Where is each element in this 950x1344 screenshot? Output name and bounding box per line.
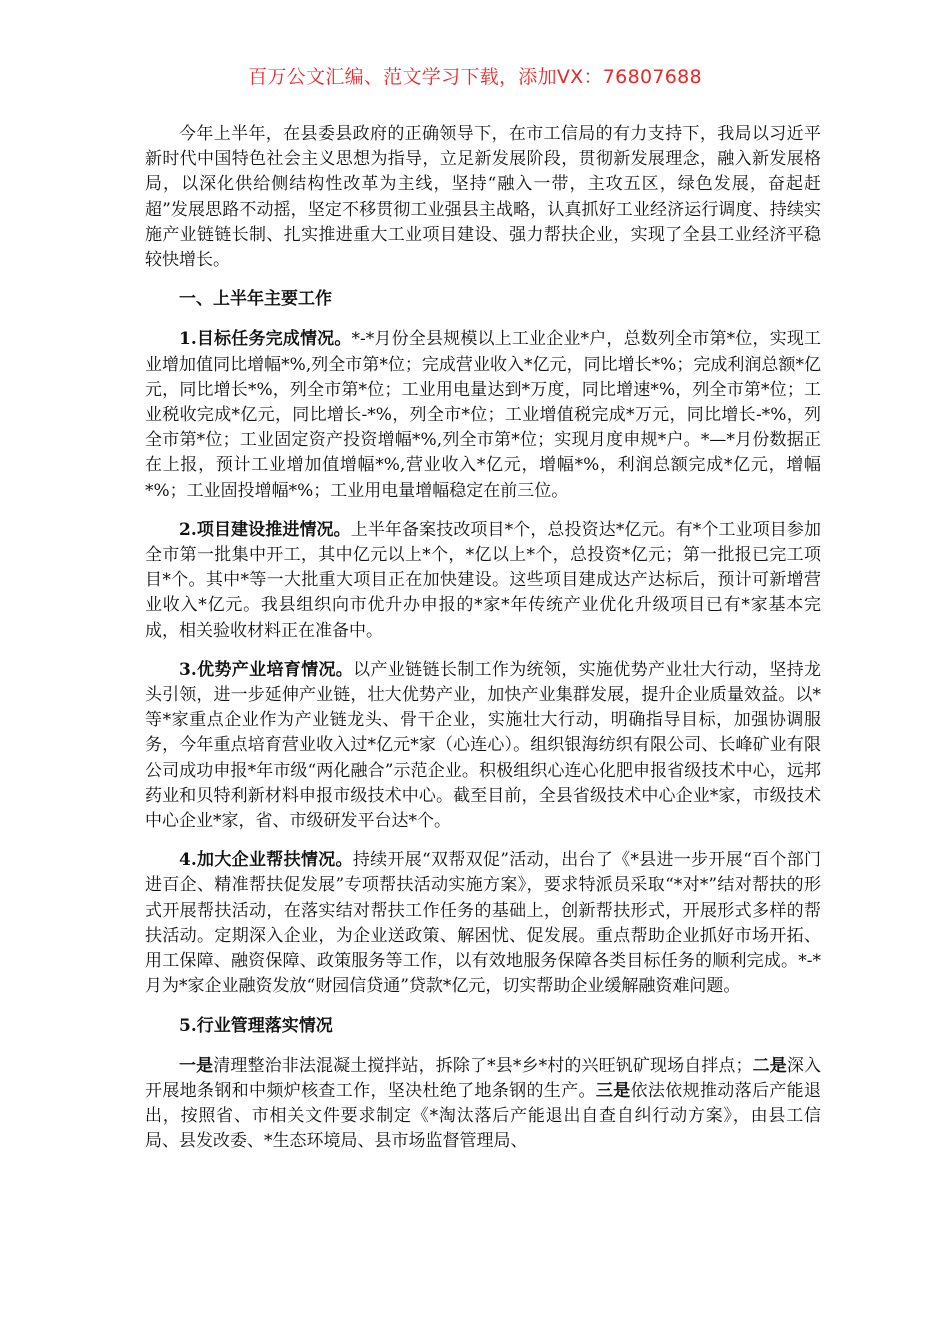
point-text-2: 深入开展地条钢和中频炉核查工作，坚决杜绝了地条钢的生产。 — [145, 1055, 822, 1101]
item-paragraph-4 — [145, 848, 821, 999]
point-label-2: 二是 — [752, 1055, 787, 1076]
item-text: 持续开展“双帮双促”活动，出台了《*县进一步开展“百个部门进百企、精准帮扶促发展”专项帮扶活动实施方案》，要求特派员采取“*对*”结对帮扶的形式开展帮扶活动，在落实结对帮扶工作任务的基础上，创新帮扶形式，开展形式多样的帮扶活动。定期深入企业，为企业送政策、解困忧、促发展。重点帮助企业抓好市场开拓、用工保障、融资保障、政策服务等工作，以有效地服务保障各类目标任务的顺利完成。*-*月为*家企业融资发放“财园信贷通”贷款*亿元，切实帮助企业缓解融资难问题。 — [145, 850, 822, 997]
item-title: 2.项目建设推进情况。 — [179, 519, 351, 540]
item-paragraph-2 — [145, 518, 821, 644]
item-paragraph-5 — [145, 1054, 821, 1155]
item-title: 4.加大企业帮扶情况。 — [179, 850, 353, 871]
point-label-3: 三是 — [595, 1080, 631, 1101]
point-text-3: 依法依规推动落后产能退出，按照省、市相关文件要求制定《*淘汰落后产能退出自查自纠行动方案》，由县工信局、县发改委、*生态环境局、县市场监督管理局、 — [145, 1080, 822, 1152]
intro-paragraph: 今年上半年，在县委县政府的正确领导下，在市工信局的有力支持下，我局以习近平新时代中国特色社会主义思想为指导，立足新发展阶段，贯彻新发展理念，融入新发展格局，以深化供给侧结构性改革为主线，坚持“融入一带，主攻五区，绿色发展，奋起赶超”发展思路不动摇，坚定不移贯彻工业强县主战略，认真抓好工业经济运行调度、持续实施产业链链长制、扎实推进重大工业项目建设、强力帮扶企业，实现了全县工业经济平稳较快增长。 — [145, 124, 821, 271]
item-text: *-*月份全县规模以上工业企业*户，总数列全市第*位，实现工业增加值同比增幅*%,列全市第*位；完成营业收入*亿元，同比增长*%；完成利润总额*亿元，同比增长*%，列全市第*位；工业用电量达到*万度，同比增速*%，列全市第*位；工业税收完成*亿元，同比增长-*%，列全市*位；工业增值税完成*万元，同比增长-*%，列全市第*位；工业固定资产投资增幅*%,列全市第*位；实现月度申规*户。*—*月份数据正在上报，预计工业增加值增幅*%,营业收入*亿元，增幅*%，利润总额完成*亿元，增幅*%；工业固投增幅*%；工业用电量增幅稳定在前三位。 — [145, 329, 822, 501]
item-paragraph-1 — [145, 327, 821, 503]
item-text: 上半年备案技改项目*个，总投资达*亿元。有*个工业项目参加全市第一批集中开工，其中亿元以上*个，*亿以上*个，总投资*亿元；第一批报已完工项目*个。其中*等一大批重大项目正在加快建设。这些项目建成达产达标后，预计可新增营业收入*亿元。我县组织向市优升办申报的*家*年传统产业优化升级项目已有*家基本完成，相关验收材料正在准备中。 — [145, 519, 821, 641]
item-heading-5: 5.行业管理落实情况 — [179, 1015, 333, 1036]
item-title: 3.优势产业培育情况。 — [179, 659, 354, 680]
section-heading: 一、上半年主要工作 — [179, 289, 332, 310]
document-body — [145, 122, 821, 1169]
item-text: 以产业链链长制工作为统领，实施优势产业壮大行动，坚持龙头引领，进一步延伸产业链，壮大优势产业，加快产业集群发展，提升企业质量效益。以*等*家重点企业作为产业链龙头、骨干企业，实施壮大行动，明确指导目标，加强协调服务，今年重点培育营业收入过*亿元*家（心连心）。组织银海纺织有限公司、长峰矿业有限公司成功申报*年市级“两化融合”示范企业。积极组织心连心化肥申报省级技术中心，远邦药业和贝特利新材料申报市级技术中心。截至目前，全县省级技术中心企业*家，市级技术中心企业*家，省、市级研发平台达*个。 — [145, 659, 822, 832]
point-text-1: 清理整治非法混凝土搅拌站，拆除了*县*乡*村的兴旺钒矿现场自拌点； — [213, 1055, 753, 1076]
header-notice: 百万公文汇编、范文学习下载，添加VX：76807688 — [248, 66, 702, 88]
item-title: 1.目标任务完成情况。 — [179, 329, 352, 350]
item-paragraph-3 — [145, 658, 821, 834]
point-label-1: 一是 — [179, 1055, 214, 1076]
